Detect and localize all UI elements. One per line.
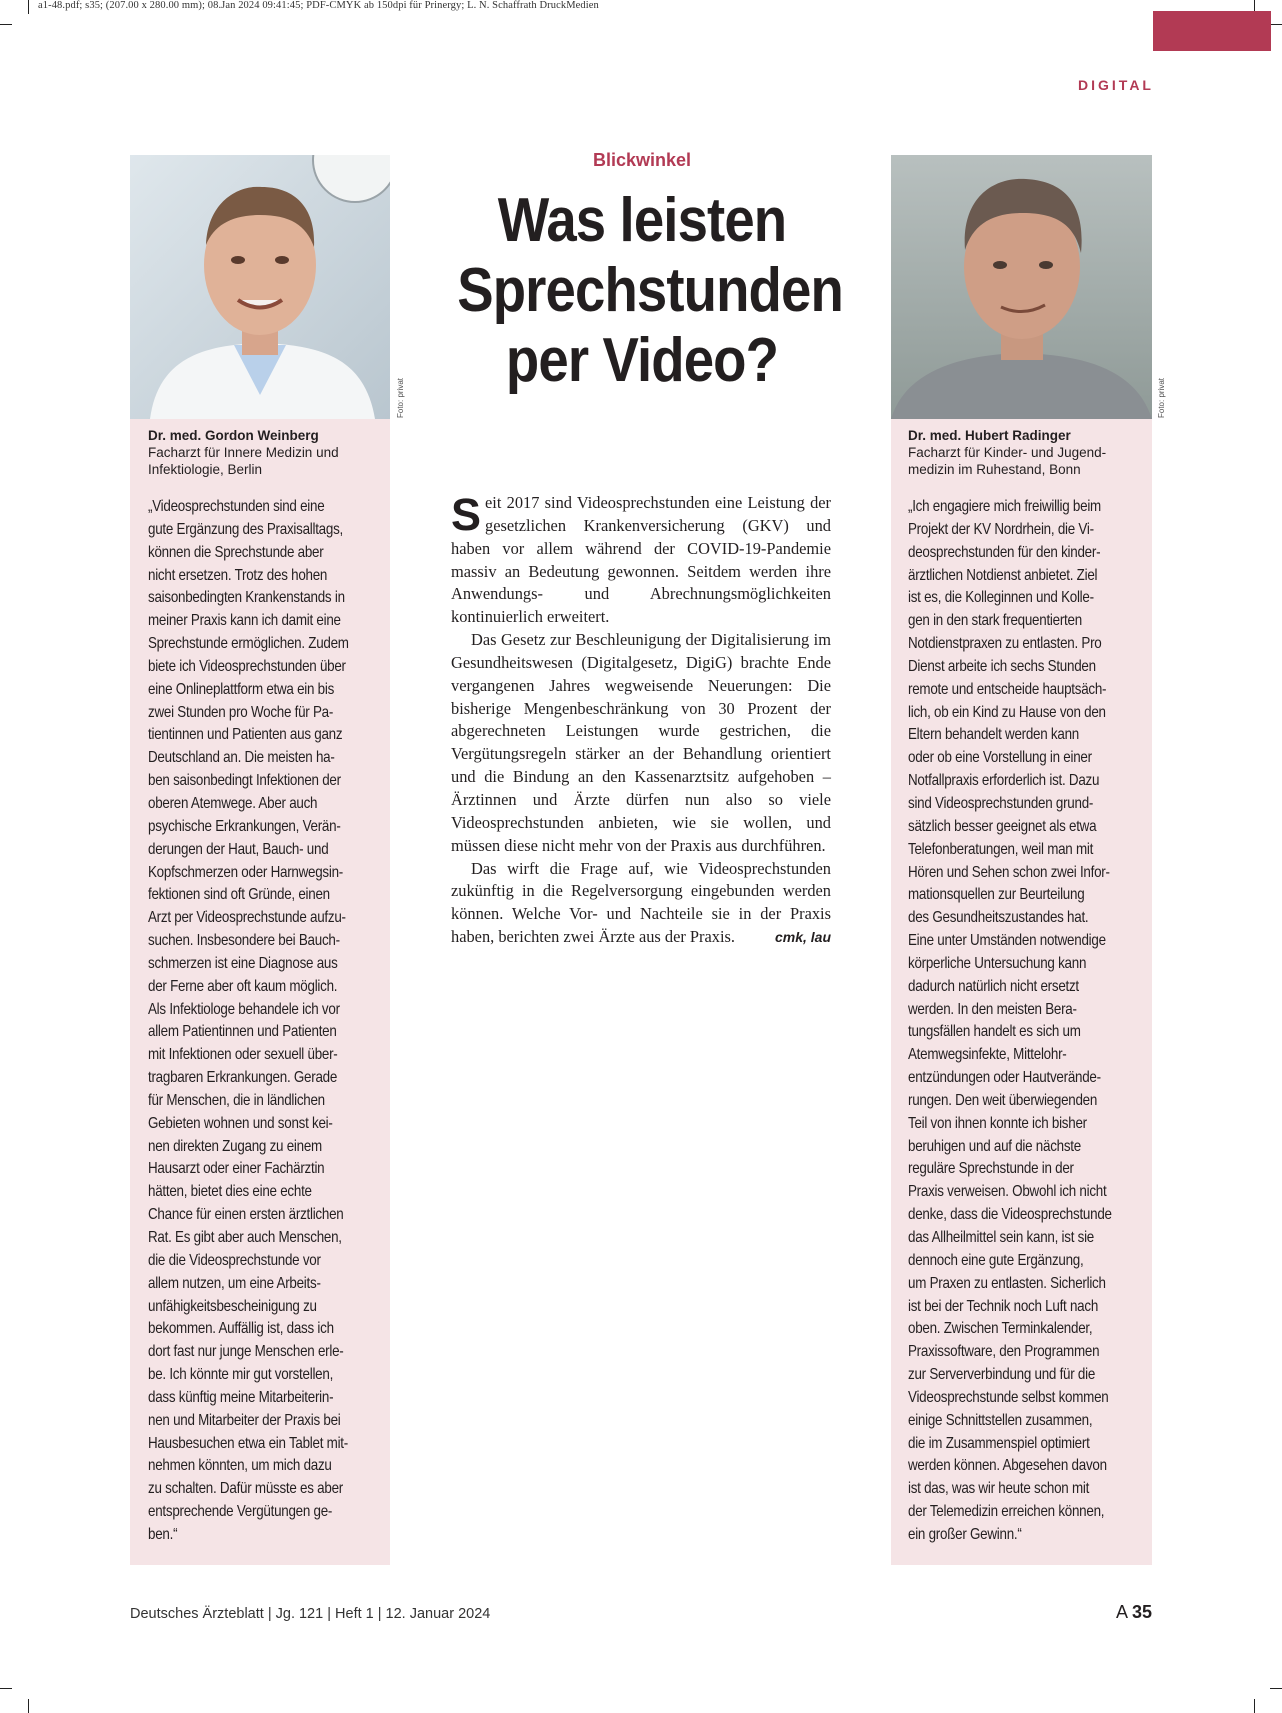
quote-line: körperliche Untersuchung kann (908, 954, 1087, 972)
quote-line: zur Serververbindung und für die (908, 1366, 1096, 1384)
left-portrait-photo (130, 155, 390, 419)
quote-line: Hören und Sehen schon zwei Infor- (908, 863, 1110, 881)
quote-line: zwei Stunden pro Woche für Pa- (148, 703, 334, 721)
left-photo-credit: Foto: privat (396, 377, 405, 418)
quote-line: ben saisonbedingt Infektionen der (148, 772, 341, 790)
quote-line: tientinnen und Patienten aus ganz (148, 726, 343, 744)
quote-line: Notfallpraxis erforderlich ist. Dazu (908, 772, 1100, 790)
quote-line: werden können. Abgesehen davon (908, 1457, 1107, 1475)
quote-line: ist bei der Technik noch Luft nach (908, 1297, 1099, 1315)
quote-line: entsprechende Vergütungen ge- (148, 1503, 333, 1521)
intro-paragraph-2: Das Gesetz zur Beschleunigung der Digitalisierung im Gesundheitswesen (Digitalgesetz, DigiG) brachte Ende vergangenen Jahres wegweisende Neuerungen: Die bisherige Mengenbeschränkung von 30 Prozent der abgerechneten Leistungen wurde gestrichen, die Vergütungsregeln stärker an der Behandlung orientiert und die Bindung an den Kassenarztsitz aufgehoben – Ärztinnen und Ärzte dürfen nun also so viele Videosprechstunden anbieten, wie sie wollen, und müssen diese nicht mehr von der Praxis aus durchführen. (451, 630, 831, 855)
quote-line: fektionen sind oft Gründe, einen (148, 886, 330, 904)
quote-line: mationsquellen zur Beurteilung (908, 886, 1085, 904)
page-number-value: 35 (1131, 1602, 1152, 1622)
quote-line: Sprechstunde ermöglichen. Zudem (148, 635, 349, 653)
intro-paragraph-1-text: eit 2017 sind Videosprechstunden eine Leistung der gesetzlichen Krankenversicherung (GKV) und haben vor allem während der COVID-19-Pandemie massiv an Bedeutung gewonnen. Seitdem werden ihre Anwendungs- und Abrechnungsmöglichkeiten kontinuierlich erweitert. (451, 493, 831, 627)
quote-line: dort fast nur junge Menschen erle- (148, 1343, 344, 1361)
quote-line: Rat. Es gibt aber auch Menschen, (148, 1229, 342, 1246)
quote-line: Videosprechstunde selbst kommen (908, 1388, 1109, 1406)
page-prefix: A (1115, 1602, 1127, 1622)
quote-line: Chance für einen ersten ärztlichen (148, 1206, 344, 1224)
journal-name: Deutsches Ärzteblatt (130, 1606, 264, 1622)
crop-mark (1270, 1688, 1282, 1689)
quote-line: Atemwegsinfekte, Mittelohr- (908, 1046, 1067, 1064)
quote-line: Praxis verweisen. Obwohl ich nicht (908, 1183, 1107, 1201)
headline-line-3: per Video? (505, 326, 779, 395)
quote-line: die im Zusammenspiel optimiert (908, 1434, 1090, 1452)
quote-line: Eine unter Umständen notwendige (908, 932, 1106, 950)
quote-line: derungen der Haut, Bauch- und (148, 840, 329, 858)
quote-line: ein großer Gewinn.“ (908, 1525, 1022, 1543)
crop-mark (1270, 24, 1282, 25)
headline (457, 186, 843, 396)
quote-line: für Menschen, die in ländlichen (148, 1091, 325, 1109)
quote-line: nen und Mitarbeiter der Praxis bei (148, 1411, 341, 1429)
drop-cap: S (451, 489, 482, 540)
quote-line: dadurch natürlich nicht ersetzt (908, 977, 1079, 995)
quote-line: die die Videosprechstunde vor (148, 1251, 321, 1269)
right-quote (908, 496, 1148, 1547)
print-info: a1-48.pdf; s35; (207.00 x 280.00 mm); 08.Jan 2024 09:41:45; PDF-CMYK ab 150dpi für Prinergy; L. N. Schaffrath DruckMedien (38, 0, 599, 11)
quote-line: um Praxen zu entlasten. Sicherlich (908, 1274, 1106, 1292)
quote-line: werden. In den meisten Bera- (908, 1000, 1077, 1018)
quote-line: allem nutzen, um eine Arbeits- (148, 1274, 321, 1292)
quote-line: suchen. Insbesondere bei Bauch- (148, 932, 340, 950)
quote-line: Notdienstpraxen zu entlasten. Pro (908, 635, 1102, 653)
crop-mark (28, 0, 29, 14)
quote-line: allem Patientinnen und Patienten (148, 1023, 337, 1041)
quote-line: psychische Erkrankungen, Verän- (148, 817, 341, 835)
journal-volume: Jg. 121 (275, 1606, 324, 1622)
right-doctor-role-line-1: Facharzt für Kinder- und Jugend- (908, 445, 1107, 460)
quote-line: der Telemedizin erreichen können, (908, 1503, 1105, 1521)
quote-line: mit Infektionen oder sexuell über- (148, 1046, 338, 1064)
quote-line: hätten, bietet dies eine echte (148, 1183, 312, 1201)
headline-line-1: Was leisten (497, 186, 787, 255)
quote-line: rungen. Den weit überwiegenden (908, 1091, 1098, 1109)
man-portrait-image (891, 155, 1152, 419)
quote-line: oder ob eine Vorstellung in einer (908, 749, 1092, 767)
quote-line: Teil von ihnen konnte ich bisher (908, 1114, 1087, 1132)
quote-line: lich, ob ein Kind zu Hause von den (908, 703, 1106, 721)
right-photo-credit: Foto: privat (1157, 377, 1166, 418)
quote-line: der Ferne aber oft kaum möglich. (148, 977, 338, 995)
quote-line: Eltern behandelt werden kann (908, 726, 1079, 744)
quote-line: biete ich Videosprechstunden über (148, 657, 346, 675)
crop-mark (1254, 1699, 1255, 1713)
quote-line: nehmen könnten, um mich dazu (148, 1457, 332, 1475)
man-portrait-image (130, 155, 390, 419)
quote-line: das Allheilmittel sein kann, ist sie (908, 1229, 1095, 1246)
quote-line: Dienst arbeite ich sechs Stunden (908, 657, 1096, 675)
headline-line-2: Sprechstunden (457, 256, 843, 325)
quote-line: bekommen. Auffällig ist, dass ich (148, 1320, 334, 1338)
quote-line: reguläre Sprechstunde in der (908, 1160, 1074, 1178)
quote-line: remote und entscheide hauptsäch- (908, 680, 1107, 698)
intro-text (451, 489, 831, 949)
quote-line: beruhigen und auf die nächste (908, 1137, 1081, 1155)
quote-line: dennoch eine gute Ergänzung, (908, 1251, 1084, 1269)
page-number (1100, 1602, 1152, 1623)
journal-issue: Heft 1 (335, 1606, 374, 1622)
author-signature: cmk, lau (774, 929, 831, 946)
quote-line: unfähigkeitsbescheinigung zu (148, 1297, 317, 1315)
quote-line: ist das, was wir heute schon mit (908, 1480, 1090, 1498)
right-doctor-name: Dr. med. Hubert Radinger (908, 428, 1071, 443)
quote-line: meiner Praxis kann ich damit eine (148, 612, 341, 630)
quote-line: tragbaren Erkrankungen. Gerade (148, 1069, 338, 1087)
intro-paragraph-3 (451, 858, 831, 949)
quote-line: nicht ersetzen. Trotz des hohen (148, 566, 328, 584)
quote-line: sind Videosprechstunden grund- (908, 794, 1094, 812)
quote-line: denke, dass die Videosprechstunde (908, 1206, 1112, 1224)
quote-line: ärztlichen Notdienst anbietet. Ziel (908, 566, 1098, 584)
quote-line: dass künftig meine Mitarbeiterin- (148, 1388, 334, 1406)
quote-line: Arzt per Videosprechstunde aufzu- (148, 909, 346, 927)
quote-line: „Videosprechstunden sind eine (148, 498, 325, 515)
quote-line: oberen Atemwege. Aber auch (148, 794, 318, 812)
quote-line: entzündungen oder Hautverände- (908, 1069, 1101, 1087)
quote-line: nen direkten Zugang zu einem (148, 1137, 322, 1155)
quote-line: be. Ich könnte mir gut vorstellen, (148, 1366, 334, 1384)
quote-line: zu schalten. Dafür müsste es aber (148, 1480, 343, 1498)
right-portrait-photo (891, 155, 1152, 419)
intro-paragraph-3-text: Das wirft die Frage auf, wie Videosprechstunden zukünftig in die Regelversorgung eingebunden werden können. Welche Vor- und Nachteile sie in der Praxis haben, berichten zwei Ärzte aus der Praxis. (451, 858, 831, 947)
crop-mark (0, 24, 12, 25)
quote-line: deosprechstunden für den kinder- (908, 543, 1101, 561)
quote-line: Projekt der KV Nordrhein, die Vi- (908, 520, 1094, 538)
quote-line: gute Ergänzung des Praxisalltags, (148, 520, 344, 538)
quote-line: des Gesundheitszustandes hat. (908, 909, 1089, 927)
section-ribbon (1153, 11, 1271, 51)
quote-line: tungsfällen handelt es sich um (908, 1023, 1081, 1041)
quote-line: oben. Zwischen Terminkalender, (908, 1320, 1093, 1338)
quote-line: Hausarzt oder einer Fachärztin (148, 1160, 325, 1178)
left-doctor-name: Dr. med. Gordon Weinberg (148, 428, 319, 443)
quote-line: Praxissoftware, den Programmen (908, 1343, 1100, 1361)
issue-date: 12. Januar 2024 (385, 1606, 491, 1622)
quote-line: einige Schnittstellen zusammen, (908, 1411, 1093, 1429)
intro-paragraph-1 (451, 489, 831, 629)
quote-line: gen in den stark frequentierten (908, 612, 1082, 630)
quote-line: Kopfschmerzen oder Harnwegsin- (148, 863, 344, 881)
crop-mark (28, 1699, 29, 1713)
quote-line: schmerzen ist eine Diagnose aus (148, 954, 338, 972)
quote-line: ben.“ (148, 1525, 178, 1543)
footer-citation: Deutsches Ärzteblatt | Jg. 121 | Heft 1 | 12. Januar 2024 (130, 1606, 491, 1622)
quote-line: eine Onlineplattform etwa ein bis (148, 680, 335, 698)
quote-line: sätzlich besser geeignet als etwa (908, 817, 1097, 835)
kicker: Blickwinkel (592, 150, 692, 170)
quote-line: Deutschland an. Die meisten ha- (148, 749, 335, 767)
quote-line: können die Sprechstunde aber (148, 543, 324, 561)
left-doctor-role-line-2: Infektiologie, Berlin (148, 462, 263, 477)
quote-line: Als Infektiologe behandele ich vor (148, 1000, 340, 1018)
quote-line: Gebieten wohnen und sonst kei- (148, 1114, 333, 1132)
quote-line: ist es, die Kolleginnen und Kolle- (908, 589, 1094, 607)
section-label: DIGITAL (1078, 77, 1154, 93)
quote-line: saisonbedingten Krankenstands in (148, 589, 345, 607)
quote-line: Telefonberatungen, weil man mit (908, 840, 1094, 858)
quote-line: Hausbesuchen etwa ein Tablet mit- (148, 1434, 348, 1452)
right-doctor-role-line-2: medizin im Ruhestand, Bonn (908, 462, 1081, 477)
left-quote (148, 496, 388, 1547)
crop-mark (0, 1688, 12, 1689)
quote-line: „Ich engagiere mich freiwillig beim (908, 498, 1101, 515)
left-doctor-role-line-1: Facharzt für Innere Medizin und (148, 445, 339, 460)
